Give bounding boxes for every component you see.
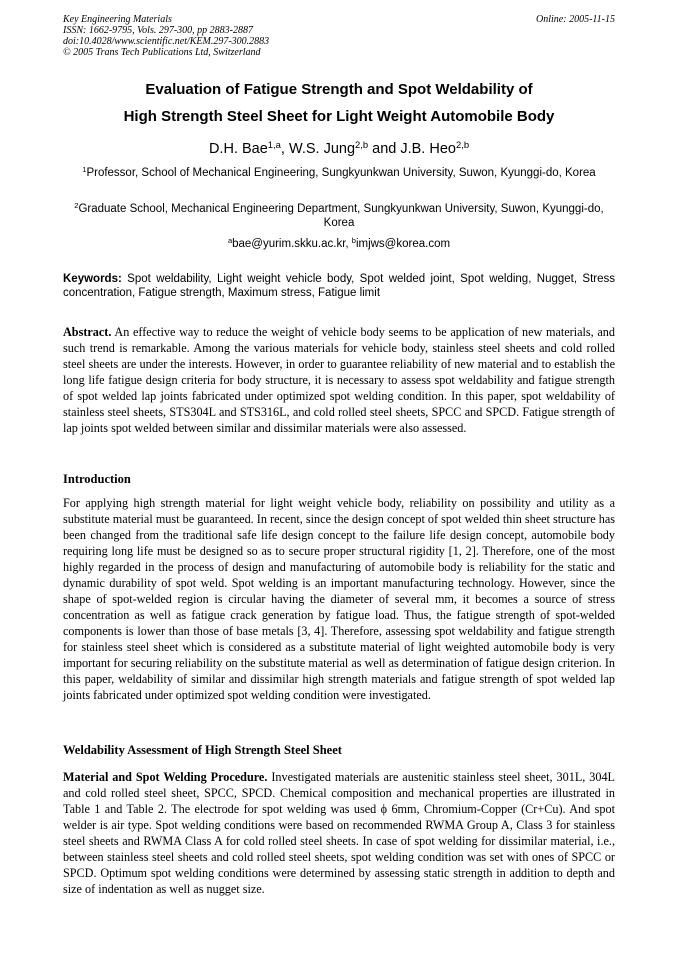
author-3: J.B. Heo — [400, 141, 456, 157]
email-b-sup: b — [351, 235, 356, 245]
author-2-sup: 2,b — [355, 138, 369, 150]
section-heading-weldability: Weldability Assessment of High Strength Steel Sheet — [63, 743, 342, 757]
email-line — [70, 237, 608, 251]
author-2: W.S. Jung — [288, 141, 356, 157]
journal-name: Key Engineering Materials — [63, 14, 172, 25]
affiliation-2-sup: 2 — [74, 200, 79, 210]
author-1-sup: 1,a — [267, 138, 281, 150]
abstract-paragraph — [63, 324, 615, 436]
issn-line: ISSN: 1662-9795, Vols. 297-300, pp 2883-2887 — [63, 25, 253, 36]
author-sep-1: , — [280, 141, 289, 157]
introduction-heading: Introduction — [63, 472, 131, 486]
keywords — [63, 272, 615, 300]
material-paragraph — [63, 769, 615, 897]
affiliation-1-text: Professor, School of Mechanical Engineering, Sungkyunkwan University, Suwon, Kyunggi-do, Korea — [86, 167, 596, 179]
author-list — [40, 138, 638, 157]
affiliation-1 — [70, 166, 608, 180]
introduction-paragraph: For applying high strength material for light weight vehicle body, reliability on possibility and utility as a substitute material must be guaranteed. In recent, since the design concept of spot welded thin sheet structure has been changed from the traditional safe life design concept to the failure life design concept, automobile body requiring long life must be designed so as to secure proper structural rigidity [1, 2]. Therefore, one of the most highly regarded in the process of design and manufacturing of automobile body is reliability for the static and dynamic durability of spot weld. Spot welding is an important manufacturing technology. However, since the shape of spot-welded region is circular having the diameter of several mm, it becomes a source of stress concentration as well as fatigue crack generation by fatigue load. Thus, the fatigue strength of spot-welded components is lower than those of base metals [3, 4]. Therefore, assessing spot weldability and fatigue strength for stainless steel sheet which is considered as a substitute material of light weighted automobile body is very important for securing reliability on the substitute material as well as determination of fatigue design criterion. In this paper, weldability of similar and dissimilar high strength materials and fatigue strength of spot welded lap joints fabricated under optimized spot welding condition were investigated. — [63, 496, 616, 702]
abstract-label: Abstract. — [63, 325, 112, 339]
material-text: Investigated materials are austenitic stainless steel sheet, 301L, 304L and cold rolled steel sheet, SPCC, SPCD. Chemical composition and mechanical properties are illustrated in Table 1 and Table 2. The electrode for spot welding was used ϕ 6mm, Chromium-Copper (Cr+Cu). And spot welder is air type. Spot welding conditions were based on recommended RWMA Group A, Class 3 for stainless steel sheets and RWMA Class A for cold rolled steel sheets. In case of spot welding for dissimilar material, i.e., between stainless steel sheets and cold rolled steel sheets, spot welding condition was set with ones of SPCC or SPCD. Optimum spot welding conditions were determined by assessing static strength in addition to depth and size of indentation as well as nugget size. — [63, 770, 615, 896]
author-3-sup: 2,b — [455, 138, 470, 150]
paper-title-line-2: High Strength Steel Sheet for Light Weight Automobile Body — [123, 108, 555, 125]
affiliation-2-text: Graduate School, Mechanical Engineering Department, Sungkyunkwan University, Suwon, Kyunggi-do, Korea — [78, 203, 604, 229]
email-a: bae@yurim.skku.ac.kr, — [232, 238, 352, 250]
journal-header — [63, 14, 615, 58]
author-1: D.H. Bae — [208, 141, 268, 157]
email-b: imjws@korea.com — [355, 238, 451, 250]
keywords-text: Spot weldability, Light weight vehicle body, Spot welded joint, Spot welding, Nugget, Stress concentration, Fatigue strength, Maximum stress, Fatigue limit — [63, 273, 615, 299]
abstract-text: An effective way to reduce the weight of vehicle body seems to be application of new materials, and such trend is remarkable. Among the various materials for vehicle body, stainless steel sheets and cold rolled steel sheets are under the interests. However, in order to guarantee reliability of new material and to establish the long life fatigue design criteria for body structure, it is necessary to assess spot weldability and fatigue strength of spot welded lap joints fabricated under optimized spot welding condition. In this paper, spot weldability of stainless steel sheets, STS304L and STS316L, and cold rolled steel sheets, SPCC and SPCD. Fatigue strength of lap joints spot welded between similar and dissimilar materials were also assessed. — [63, 325, 615, 435]
copyright-line: © 2005 Trans Tech Publications Ltd, Switzerland — [63, 47, 261, 58]
paper-title-line-1: Evaluation of Fatigue Strength and Spot Weldability of — [145, 81, 533, 98]
online-date: Online: 2005-11-15 — [536, 14, 615, 25]
doi-line: doi:10.4028/www.scientific.net/KEM.297-300.2883 — [63, 36, 270, 47]
keywords-label: Keywords: — [63, 273, 122, 285]
affiliation-2 — [70, 202, 608, 230]
affiliation-1-sup: 1 — [82, 164, 87, 174]
author-sep-2: and — [368, 141, 401, 157]
material-label: Material and Spot Welding Procedure. — [63, 770, 268, 784]
email-a-sup: a — [227, 235, 233, 245]
